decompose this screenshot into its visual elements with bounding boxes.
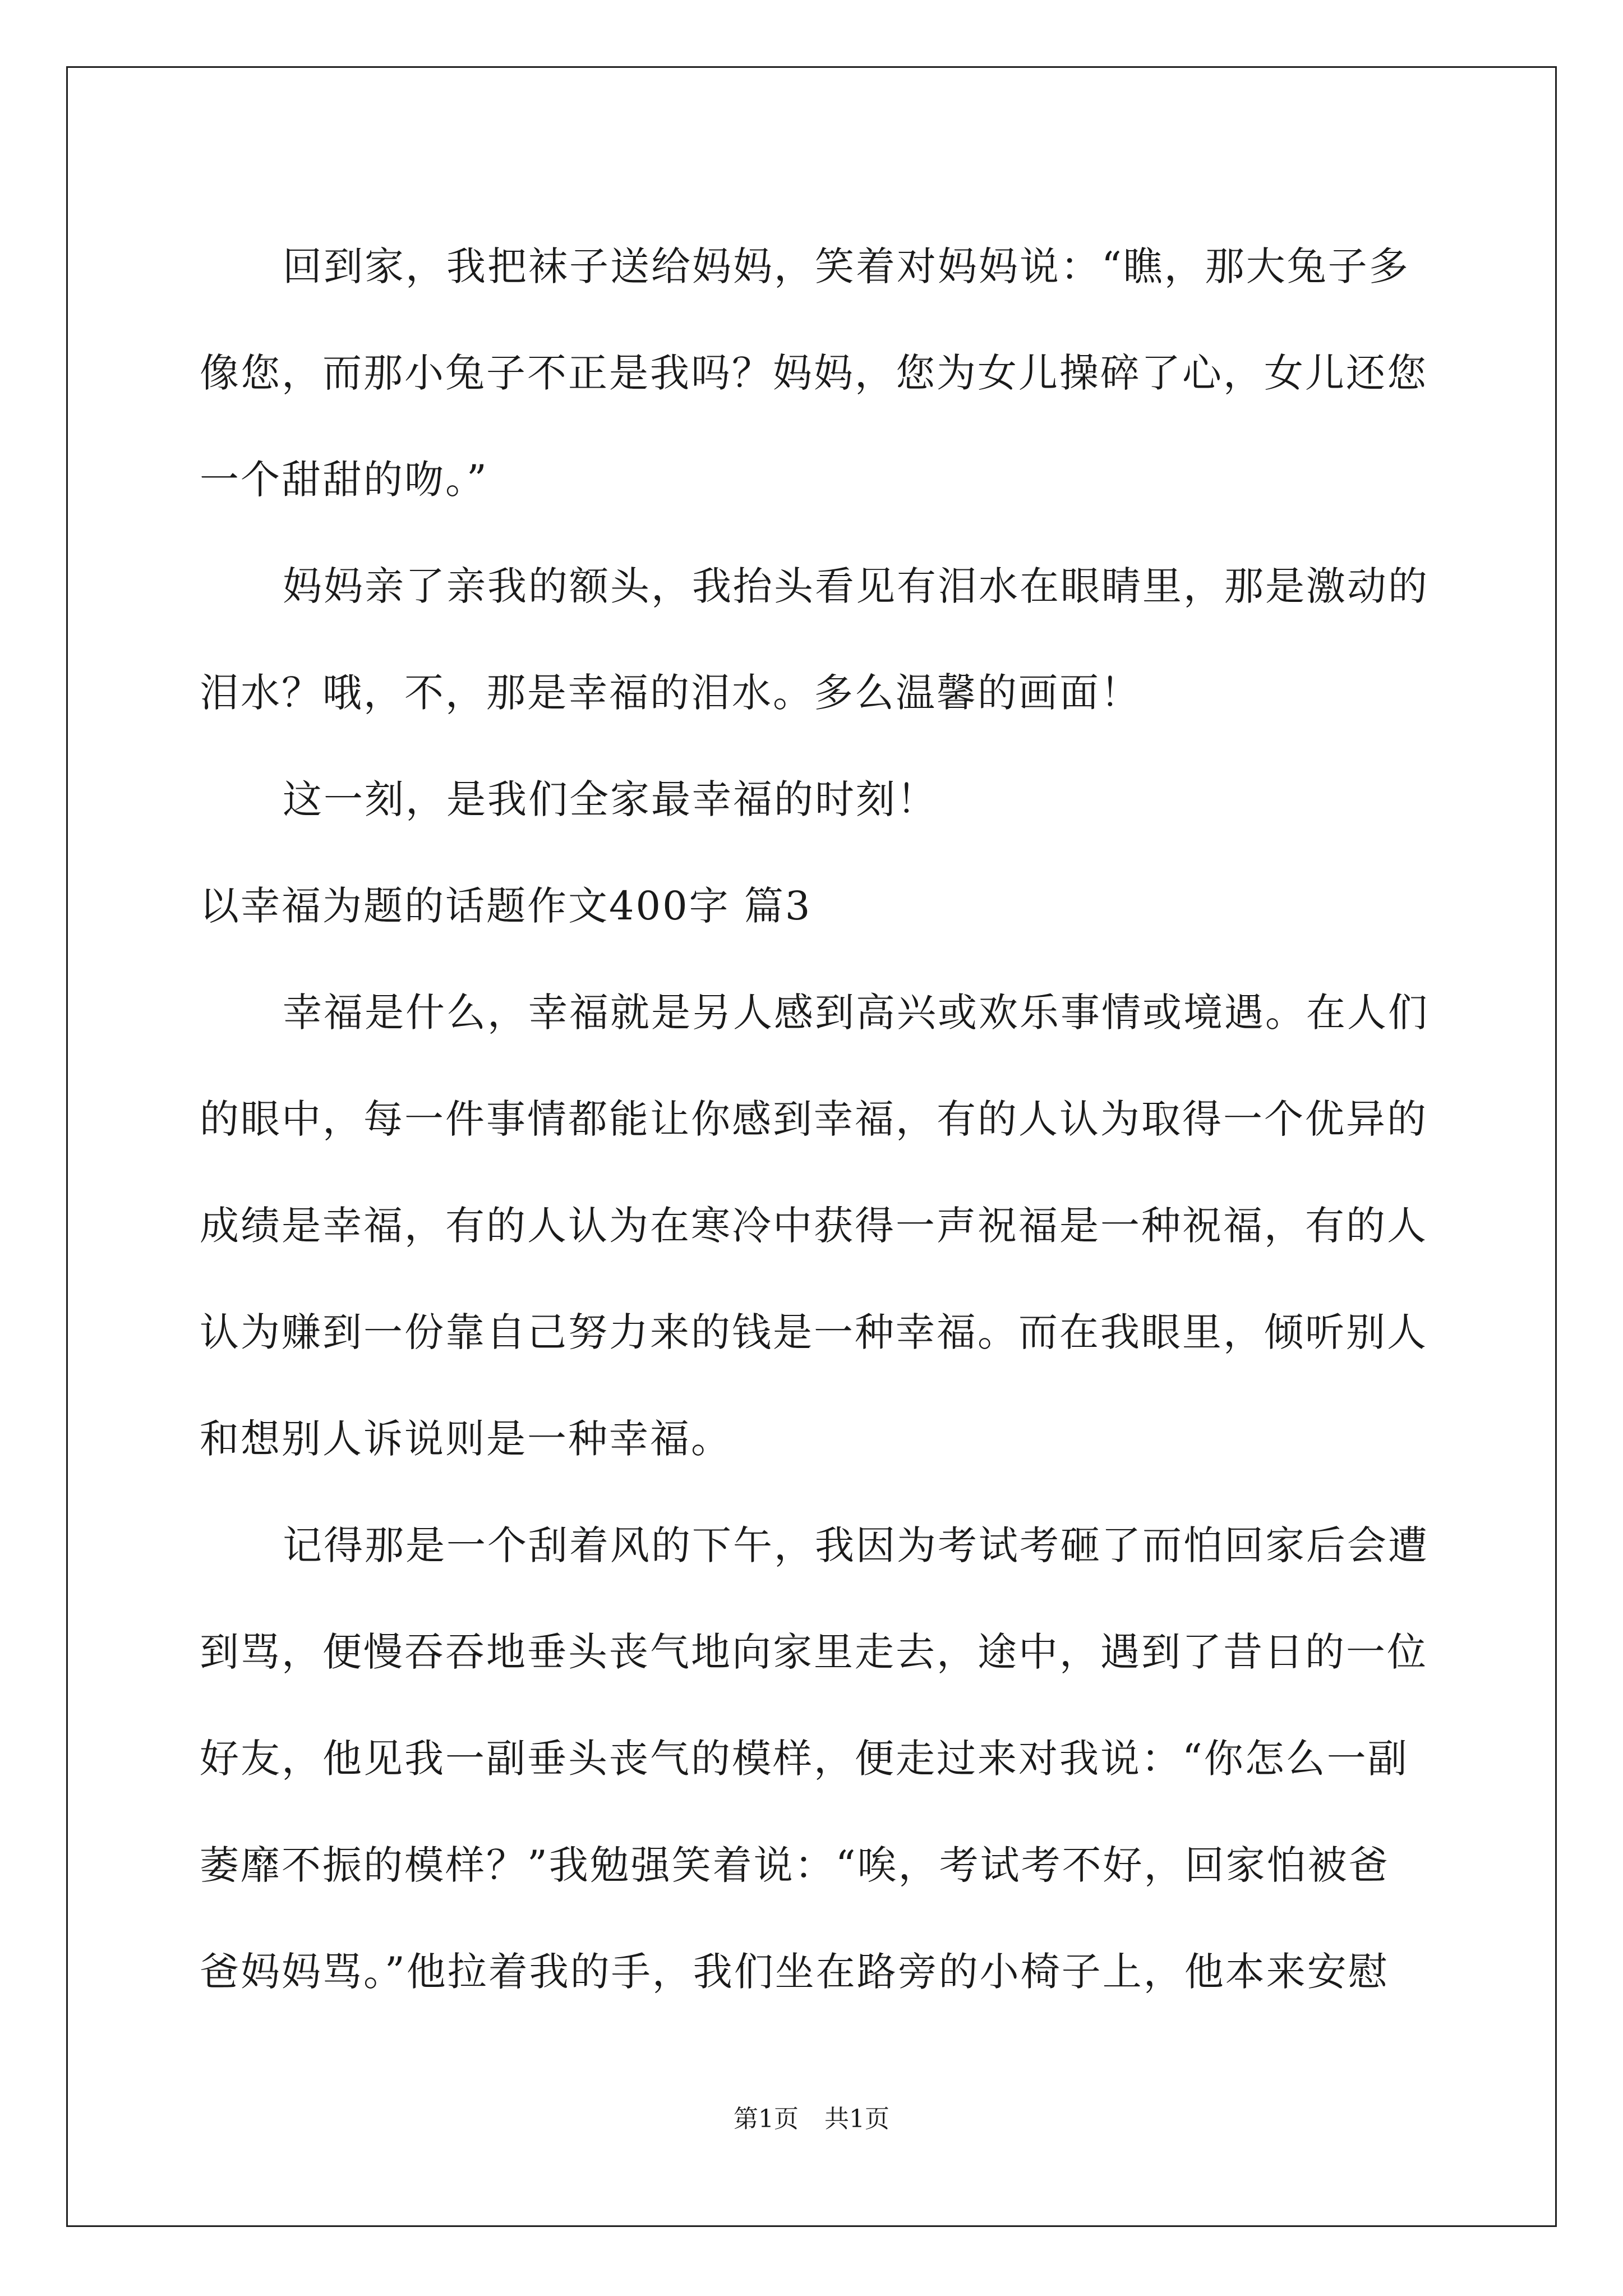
paragraph-line: 一个甜甜的吻。” (200, 457, 488, 503)
paragraph-line: 妈妈亲了亲我的额头，我抬头看见有泪水在眼睛里，那是激动的 (283, 563, 1429, 609)
paragraph-line: 成绩是幸福，有的人认为在寒冷中获得一声祝福是一种祝福，有的人 (200, 1203, 1428, 1249)
page-total: 共1页 (824, 2105, 889, 2133)
paragraph-line: 回到家，我把袜子送给妈妈，笑着对妈妈说：“瞧，那大兔子多 (283, 243, 1410, 289)
paragraph (200, 1492, 1429, 2025)
page-footer (0, 2102, 1623, 2136)
paragraph-line: 幸福是什么，幸福就是另人感到高兴或欢乐事情或境遇。在人们 (283, 990, 1429, 1036)
page-number: 第1页 (734, 2105, 799, 2133)
paragraph-line: 爸妈妈骂。”他拉着我的手，我们坐在路旁的小椅子上，他本来安慰 (200, 1949, 1389, 1995)
paragraph-line: 像您，而那小兔子不正是我吗？妈妈，您为女儿操碎了心，女儿还您 (200, 350, 1428, 396)
section-heading: 以幸福为题的话题作文400字 篇3 (200, 883, 812, 929)
paragraph-line: 这一刻，是我们全家最幸福的时刻！ (283, 776, 938, 822)
paragraph-line: 萎靡不振的模样？”我勉强笑着说：“唉，考试考不好，回家怕被爸 (200, 1842, 1390, 1888)
paragraph (200, 746, 1422, 853)
paragraph-line: 记得那是一个刮着风的下午，我因为考试考砸了而怕回家后会遭 (283, 1522, 1429, 1568)
paragraph (200, 959, 1429, 1492)
paragraph-line: 好友，他见我一副垂头丧气的模样，便走过来对我说：“你怎么一副 (200, 1736, 1409, 1782)
paragraph-line: 泪水？哦，不，那是幸福的泪水。多么温馨的画面！ (200, 670, 1141, 716)
paragraph-line: 认为赚到一份靠自己努力来的钱是一种幸福。而在我眼里，倾听别人 (200, 1309, 1428, 1355)
paragraph-line: 到骂，便慢吞吞地垂头丧气地向家里走去，途中，遇到了昔日的一位 (200, 1629, 1428, 1675)
paragraph-line: 的眼中，每一件事情都能让你感到幸福，有的人认为取得一个优异的 (200, 1096, 1428, 1142)
paragraph (200, 533, 1429, 746)
document-body (200, 213, 1429, 2025)
paragraph (200, 213, 1428, 533)
paragraph-line: 和想别人诉说则是一种幸福。 (200, 1416, 732, 1462)
